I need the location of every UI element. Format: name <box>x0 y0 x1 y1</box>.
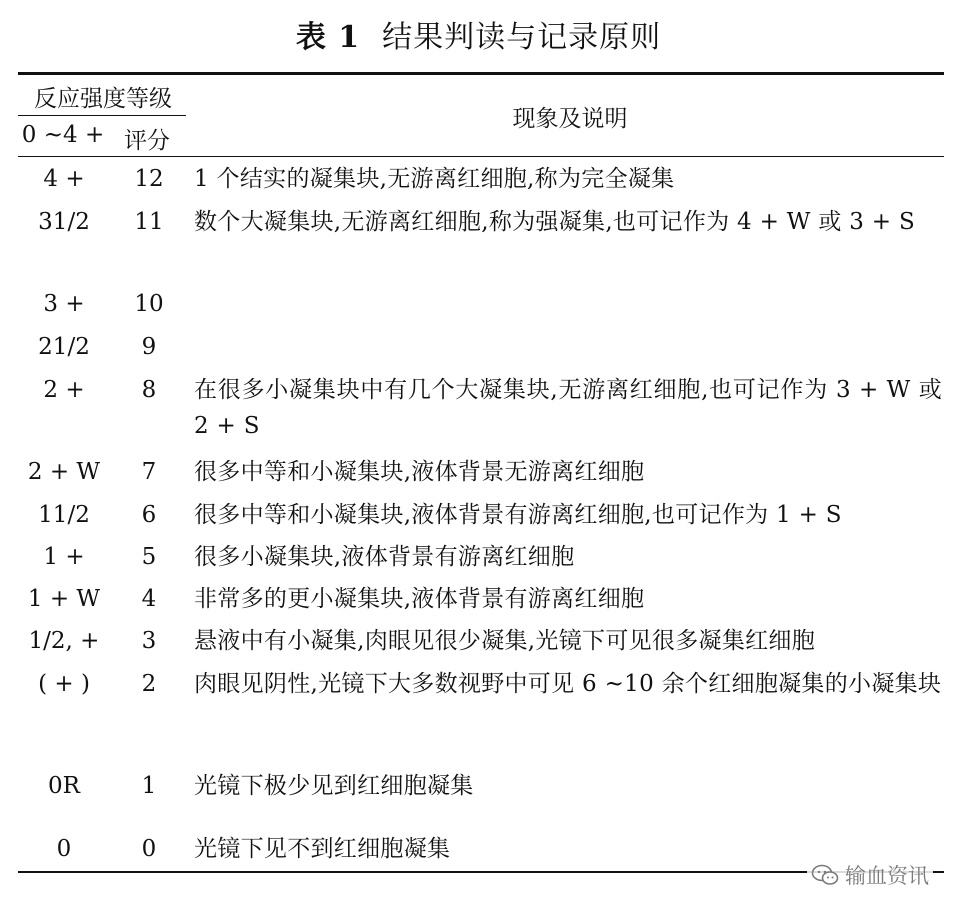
score-cell: 8 <box>141 377 157 403</box>
header-score: 评分 <box>124 128 170 154</box>
score-cell: 11 <box>134 209 164 235</box>
grade-cell: 2 + <box>43 377 85 403</box>
description-cell: 非常多的更小凝集块,液体背景有游离红细胞 <box>194 586 645 612</box>
wechat-icon <box>811 864 839 886</box>
grade-cell: 31/2 <box>38 209 90 235</box>
grade-cell: 3 + <box>43 291 85 317</box>
description-cell: 很多中等和小凝集块,液体背景有游离红细胞,也可记作为 1 + S <box>194 502 842 528</box>
score-cell: 1 <box>141 773 157 799</box>
description-cell: 数个大凝集块,无游离红细胞,称为强凝集,也可记作为 4 + W 或 3 + S <box>194 209 916 235</box>
score-cell: 10 <box>134 291 164 317</box>
grade-cell: 1 + <box>43 544 85 570</box>
header-description: 现象及说明 <box>512 106 628 132</box>
watermark-text: 输血资讯 <box>845 864 929 888</box>
score-cell: 7 <box>141 459 157 485</box>
score-cell: 0 <box>141 836 157 862</box>
grade-cell: 21/2 <box>38 334 90 360</box>
grade-cell: 0R <box>48 773 80 799</box>
score-cell: 3 <box>141 628 157 654</box>
top-rule <box>18 72 944 75</box>
table-caption: 结果判读与记录原则 <box>382 20 662 55</box>
grade-cell: ( + ) <box>38 671 90 697</box>
description-cell: 肉眼见阴性,光镜下大多数视野中可见 6 ~10 余个红细胞凝集的小凝集块 <box>194 671 942 697</box>
bottom-rule <box>18 871 944 873</box>
grade-cell: 0 <box>56 836 72 862</box>
header-sub-rule <box>18 115 186 116</box>
grade-cell: 2 + W <box>27 459 101 485</box>
header-reaction-strength-group: 反应强度等级 <box>34 86 172 112</box>
description-cell: 光镜下见不到红细胞凝集 <box>194 836 451 862</box>
header-grade: 0 ~4 + <box>21 122 105 148</box>
score-cell: 2 <box>141 671 157 697</box>
header-rule <box>18 156 944 157</box>
grade-cell: 4 + <box>43 166 85 192</box>
description-cell: 光镜下极少见到红细胞凝集 <box>194 773 474 799</box>
score-cell: 9 <box>141 334 157 360</box>
table-title <box>0 12 957 56</box>
score-cell: 12 <box>134 166 164 192</box>
score-cell: 5 <box>141 544 157 570</box>
grade-cell: 11/2 <box>38 502 90 528</box>
score-cell: 6 <box>141 502 157 528</box>
description-cell: 悬液中有小凝集,肉眼见很少凝集,光镜下可见很多凝集红细胞 <box>194 628 816 654</box>
description-cell: 1 个结实的凝集块,无游离红细胞,称为完全凝集 <box>194 166 675 192</box>
description-cell: 很多中等和小凝集块,液体背景无游离红细胞 <box>194 459 645 485</box>
description-cell: 很多小凝集块,液体背景有游离红细胞 <box>194 544 575 570</box>
watermark <box>807 858 933 892</box>
grade-cell: 1 + W <box>27 586 101 612</box>
grade-cell: 1/2, + <box>28 628 100 654</box>
score-cell: 4 <box>141 586 157 612</box>
table-number: 表 1 <box>295 20 361 55</box>
description-cell: 在很多小凝集块中有几个大凝集块,无游离红细胞,也可记作为 3 + W 或 2 + S <box>194 377 942 439</box>
